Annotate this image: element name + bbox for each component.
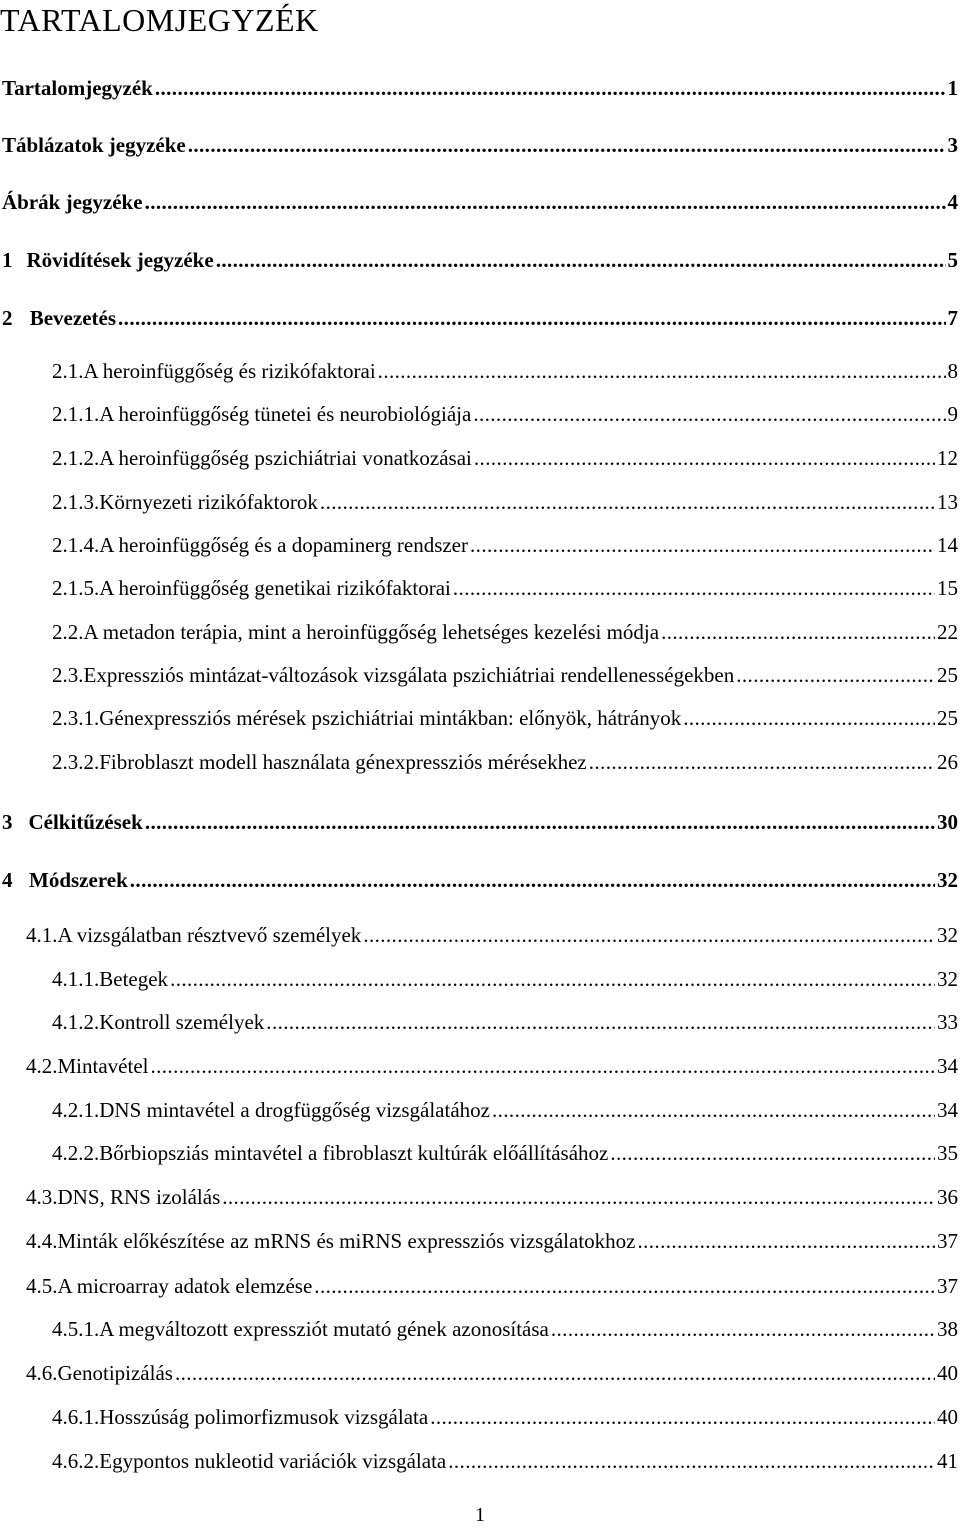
toc-entry-number: 4.6.1. [52, 1405, 100, 1429]
toc-entry-page: 4 [947, 190, 958, 214]
toc-entry-number: 4.2. [26, 1054, 58, 1078]
dot-leader [551, 1315, 935, 1343]
toc-entry-number: 2.3.1. [52, 706, 100, 730]
toc-entry[interactable] [26, 1359, 958, 1387]
toc-entry-page: 34 [937, 1054, 958, 1078]
toc-entry-page: 22 [937, 620, 958, 644]
toc-entry-title: A heroinfüggőség és rizikófaktorai [83, 359, 376, 383]
toc-entry-number: 2.1.1. [52, 402, 100, 426]
toc-entry[interactable] [52, 1447, 958, 1475]
toc-entry[interactable] [2, 131, 958, 159]
dot-leader [736, 661, 935, 689]
toc-entry-title: Fibroblaszt modell használata génexpressziós mérésekhez [99, 750, 587, 774]
toc-entry-title: DNS mintavétel a drogfüggőség vizsgálatához [99, 1098, 490, 1122]
toc-entry[interactable] [2, 866, 958, 894]
toc-entry-number: 2 [2, 306, 13, 330]
toc-entry-page: 3 [947, 133, 958, 157]
toc-entry-page: 33 [937, 1010, 958, 1034]
toc-entry[interactable] [52, 704, 958, 732]
toc-entry[interactable] [52, 1403, 958, 1431]
toc-entry-number: 4 [2, 868, 13, 892]
toc-entry-page: 9 [947, 402, 958, 426]
toc-entry-number: 2.1.2. [52, 446, 100, 470]
toc-entry-page: 37 [937, 1274, 958, 1298]
toc-entry-title: Környezeti rizikófaktorok [99, 490, 318, 514]
toc-entry-title: Hosszúság polimorfizmusok vizsgálata [99, 1405, 429, 1429]
toc-entry[interactable] [52, 661, 958, 689]
toc-entry-number: 4.6. [26, 1361, 58, 1385]
toc-entry-page: 35 [937, 1141, 958, 1165]
toc-entry[interactable] [26, 1052, 958, 1080]
dot-leader [118, 304, 945, 332]
toc-entry-title: Genotipizálás [57, 1361, 173, 1385]
toc-entry-page: 30 [937, 810, 958, 834]
toc-entry-page: 1 [947, 76, 958, 100]
toc-entry-title: Betegek [99, 967, 169, 991]
dot-leader [222, 1183, 935, 1211]
toc-entry-number: 2.2. [52, 620, 84, 644]
toc-entry-number: 2.1.5. [52, 576, 100, 600]
dot-leader [474, 444, 935, 472]
dot-leader [175, 1359, 935, 1387]
toc-entry-number: 4.6.2. [52, 1449, 100, 1473]
toc-entry[interactable] [52, 1139, 958, 1167]
toc-entry-title: A vizsgálatban résztvevő személyek [57, 923, 362, 947]
toc-entry-page: 37 [937, 1229, 958, 1253]
toc-entry-page: 14 [937, 533, 958, 557]
toc-entry-page: 25 [937, 663, 958, 687]
toc-entry[interactable] [26, 921, 958, 949]
toc-entry-page: 5 [947, 248, 958, 272]
dot-leader [155, 74, 946, 102]
toc-entry-title: A heroinfüggőség genetikai rizikófaktorai [99, 576, 451, 600]
toc-entry-page: 40 [937, 1361, 958, 1385]
toc-entry-page: 13 [937, 490, 958, 514]
toc-entry[interactable] [52, 965, 958, 993]
toc-entry-page: 32 [937, 967, 958, 991]
dot-leader [216, 246, 946, 274]
dot-leader [150, 1052, 935, 1080]
toc-entry-title: Tartalomjegyzék [2, 76, 153, 100]
dot-leader [473, 400, 945, 428]
dot-leader [610, 1139, 935, 1167]
toc-entry-number: 4.2.1. [52, 1098, 100, 1122]
toc-entry[interactable] [26, 1272, 958, 1300]
toc-entry-title: A microarray adatok elemzése [57, 1274, 313, 1298]
toc-entry-page: 34 [937, 1098, 958, 1122]
toc-entry-title: Rövidítések jegyzéke [26, 248, 214, 272]
toc-entry-page: 25 [937, 706, 958, 730]
toc-entry-title: Ábrák jegyzéke [2, 190, 143, 214]
dot-leader [320, 488, 935, 516]
toc-entry-number: 2.3. [52, 663, 84, 687]
toc-entry-page: 32 [937, 868, 958, 892]
toc-entry[interactable] [26, 1227, 958, 1255]
toc-entry[interactable] [52, 531, 958, 559]
toc-entry-title: Kontroll személyek [99, 1010, 265, 1034]
toc-entry-number: 1 [2, 248, 13, 272]
toc-entry[interactable] [2, 808, 958, 836]
toc-entry[interactable] [52, 1315, 958, 1343]
page-title: TARTALOMJEGYZÉK [0, 2, 319, 38]
toc-entry-number: 3 [2, 810, 13, 834]
dot-leader [683, 704, 935, 732]
dot-leader [661, 618, 935, 646]
dot-leader [130, 866, 935, 894]
toc-entry-page: 38 [937, 1317, 958, 1341]
dot-leader [430, 1403, 935, 1431]
toc-entry-title: Módszerek [29, 868, 128, 892]
toc-entry[interactable] [2, 304, 958, 332]
toc-entry-number: 4.2.2. [52, 1141, 100, 1165]
toc-entry-number: 4.3. [26, 1185, 58, 1209]
toc-entry-title: Egypontos nukleotid variációk vizsgálata [99, 1449, 447, 1473]
dot-leader [266, 1008, 935, 1036]
toc-entry[interactable] [2, 188, 958, 216]
dot-leader [378, 357, 946, 385]
toc-entry[interactable] [52, 357, 958, 385]
toc-entry[interactable] [52, 748, 958, 776]
toc-entry-title: A heroinfüggőség és a dopaminerg rendszer [99, 533, 469, 557]
dot-leader [492, 1096, 935, 1124]
toc-entry[interactable] [52, 1008, 958, 1036]
toc-entry-number: 4.1. [26, 923, 58, 947]
dot-leader [363, 921, 935, 949]
toc-entry-number: 4.1.1. [52, 967, 100, 991]
toc-entry-page: 32 [937, 923, 958, 947]
toc-entry-number: 2.1. [52, 359, 84, 383]
dot-leader [453, 574, 935, 602]
toc-entry-title: Expressziós mintázat-változások vizsgálata pszichiátriai rendellenességekben [83, 663, 735, 687]
page-number: 1 [475, 1504, 485, 1526]
dot-leader [188, 131, 946, 159]
toc-entry-title: Táblázatok jegyzéke [2, 133, 186, 157]
toc-entry-title: Minták előkészítése az mRNS és miRNS expressziós vizsgálatokhoz [57, 1229, 636, 1253]
toc-entry[interactable] [52, 618, 958, 646]
toc-entry-page: 7 [947, 306, 958, 330]
dot-leader [589, 748, 935, 776]
toc-entry[interactable] [52, 488, 958, 516]
toc-entry[interactable] [2, 74, 958, 102]
dot-leader [637, 1227, 935, 1255]
dot-leader [314, 1272, 935, 1300]
toc-entry-page: 40 [937, 1405, 958, 1429]
dot-leader [170, 965, 935, 993]
toc-entry-title: A heroinfüggőség tünetei és neurobiológiája [99, 402, 472, 426]
toc-entry-title: Mintavétel [57, 1054, 149, 1078]
toc-entry-title: Génexpressziós mérések pszichiátriai mintákban: előnyök, hátrányok [99, 706, 682, 730]
dot-leader [470, 531, 935, 559]
toc-entry[interactable] [52, 1096, 958, 1124]
toc-entry-page: 26 [937, 750, 958, 774]
toc-entry[interactable] [52, 400, 958, 428]
toc-entry-number: 2.1.4. [52, 533, 100, 557]
toc-entry-number: 4.5. [26, 1274, 58, 1298]
toc-entry-number: 4.1.2. [52, 1010, 100, 1034]
toc-entry-title: DNS, RNS izolálás [57, 1185, 221, 1209]
toc-entry-number: 2.1.3. [52, 490, 100, 514]
dot-leader [145, 808, 935, 836]
toc-entry-title: A megváltozott expressziót mutató gének azonosítása [99, 1317, 549, 1341]
toc-entry-title: Bevezetés [29, 306, 117, 330]
toc-entry-page: 8 [947, 359, 958, 383]
toc-entry-title: Bőrbiopsziás mintavétel a fibroblaszt kultúrák előállításához [99, 1141, 609, 1165]
toc-entry-number: 4.5.1. [52, 1317, 100, 1341]
toc-entry-page: 36 [937, 1185, 958, 1209]
toc-entry-page: 12 [937, 446, 958, 470]
toc-entry-number: 2.3.2. [52, 750, 100, 774]
toc-entry-page: 41 [937, 1449, 958, 1473]
toc-entry[interactable] [52, 574, 958, 602]
toc-entry[interactable] [26, 1183, 958, 1211]
toc-entry-title: Célkitűzések [28, 810, 143, 834]
toc-entry[interactable] [52, 444, 958, 472]
toc-entry-title: A heroinfüggőség pszichiátriai vonatkozásai [99, 446, 472, 470]
toc-entry-title: A metadon terápia, mint a heroinfüggőség lehetséges kezelési módja [83, 620, 660, 644]
toc-entry[interactable] [2, 246, 958, 274]
dot-leader [448, 1447, 935, 1475]
toc-entry-page: 15 [937, 576, 958, 600]
dot-leader [145, 188, 946, 216]
toc-entry-number: 4.4. [26, 1229, 58, 1253]
